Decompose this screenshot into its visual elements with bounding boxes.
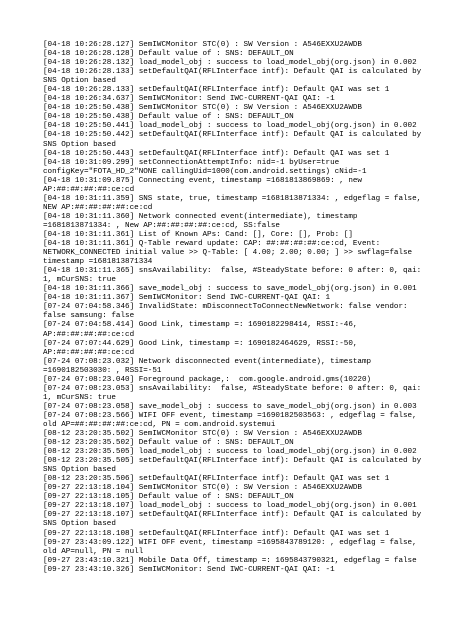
log-line: [04-18 10:26:34.637] SemIWCMonitor: Send IWC-CURRENT-QAI QAI: -1 (43, 95, 335, 104)
log-line: [08-12 23:20:35.502] SemIWCMonitor STC(0) : SW Version : A546EXXU2AWDB (43, 430, 362, 439)
log-line: [08-12 23:20:35.502] Default value of : SNS: DEFAULT_ON (43, 439, 294, 448)
log-line: [09-27 22:13:18.104] SemIWCMonitor STC(0) : SW Version : A546EXXU2AWDB (43, 484, 362, 493)
log-line: configKey="FOTA_HD_2"NONE callingUid=1000(com.android.settings) cNid=-1 (43, 167, 367, 176)
log-line: [04-18 10:31:09.299] setConnectionAttemptInfo: nid=-1 byUser=true (43, 158, 340, 167)
log-line: [08-12 23:20:35.506] setDefaultQAI(RFLInterface intf): Default QAI was set 1 (43, 475, 390, 484)
log-line: [07-24 07:08:23.040] Foreground package,: com.google.android.gms(10220) (43, 375, 372, 384)
log-line: =1690182503030: , RSSI=-51 (43, 366, 162, 375)
log-line: old AP=null, PN = null (43, 547, 144, 556)
log-line: [08-12 23:20:35.505] load_model_obj : success to load_model_obj(org.json) in 0.002 (43, 448, 417, 457)
log-line: [08-12 23:20:35.505] setDefaultQAI(RFLInterface intf): Default QAI is calculated by (43, 457, 422, 466)
log-line: NETWORK_CONNECTED initial value >> Q-Table: [ 4.00; 2.00; 0.00; ] >> swflag=false (43, 249, 413, 258)
log-line: [07-24 07:04:58.414] Good Link, timestamp =: 1690182298414, RSSI:-46, (43, 321, 358, 330)
log-line: [04-18 10:25:50.442] setDefaultQAI(RFLInterface intf): Default QAI is calculated by (43, 131, 422, 140)
log-line: 1, mCurSNS: true (43, 393, 116, 402)
log-line: [04-18 10:25:50.443] setDefaultQAI(RFLInterface intf): Default QAI was set 1 (43, 149, 390, 158)
log-line: [07-24 07:08:23.032] Network disconnected event(intermediate), timestamp (43, 357, 372, 366)
log-line: [04-18 10:25:50.438] Default value of : SNS: DEFAULT_ON (43, 113, 294, 122)
log-line: [09-27 22:13:18.105] Default value of : SNS: DEFAULT_ON (43, 493, 294, 502)
log-line: AP:##:##:##:##:ce:cd (43, 348, 135, 357)
log-line: AP:##:##:##:##:ce:cd (43, 185, 135, 194)
log-line: [07-24 07:08:23.058] save_model_obj : success to save_model_obj(org.json) in 0.003 (43, 402, 417, 411)
log-line: SNS Option based (43, 140, 116, 149)
log-line: SNS Option based (43, 77, 116, 86)
log-line: [04-18 10:31:11.361] List of Known APs: Cand: [], Core: [], Prob: [] (43, 230, 353, 239)
log-line: [04-18 10:31:11.365] snsAvailability: false, #SteadyState before: 0 after: 0, qai: (43, 267, 422, 276)
log-line: [07-24 07:08:23.566] WIFI OFF event, timestamp =1690182503563: , edgeflag = false, (43, 411, 417, 420)
log-line: old AP=##:##:##:##:ce:cd, PN = com.android.systemui (43, 420, 276, 429)
log-line: SNS Option based (43, 520, 116, 529)
log-line: [09-27 22:13:18.107] load_model_obj : success to load_model_obj(org.json) in 0.001 (43, 502, 417, 511)
log-line: AP:##:##:##:##:ce:cd (43, 330, 135, 339)
log-line: [04-18 10:31:11.359] SNS state, true, timestamp =1681813871334: , edgeflag = false, (43, 194, 422, 203)
log-line: [04-18 10:31:11.367] SemIWCMonitor: Send IWC-CURRENT-QAI QAI: 1 (43, 294, 331, 303)
log-line: [09-27 22:13:18.107] setDefaultQAI(RFLInterface intf): Default QAI is calculated by (43, 511, 422, 520)
log-line: [04-18 10:25:50.441] load_model_obj : success to load_model_obj(org.json) in 0.002 (43, 122, 417, 131)
log-line: [09-27 23:43:10.321] Mobile Data Off, timestamp =: 1695843790321, edgeflag = false (43, 556, 417, 565)
log-line: SNS Option based (43, 466, 116, 475)
log-line: [04-18 10:26:28.128] Default value of : SNS: DEFAULT_ON (43, 50, 294, 59)
log-line: NEW AP:##:##:##:##:ce:cd (43, 203, 153, 212)
log-line: 1, mCurSNS: true (43, 276, 116, 285)
log-line: [04-18 10:31:11.360] Network connected event(intermediate), timestamp (43, 212, 358, 221)
log-line: [04-18 10:31:11.366] save_model_obj : success to save_model_obj(org.json) in 0.001 (43, 285, 417, 294)
log-line: [09-27 23:43:10.326] SemIWCMonitor: Send IWC-CURRENT-QAI QAI: -1 (43, 565, 335, 574)
log-line: [07-24 07:07:44.629] Good Link, timestamp =: 1690182464629, RSSI:-50, (43, 339, 358, 348)
log-line: [04-18 10:26:28.127] SemIWCMonitor STC(0) : SW Version : A546EXXU2AWDB (43, 41, 362, 49)
log-line: [04-18 10:31:11.361] Q-Table reward update: CAP: ##:##:##:##:ce:cd, Event: (43, 240, 381, 249)
log-line: [04-18 10:26:28.133] setDefaultQAI(RFLInterface intf): Default QAI was set 1 (43, 86, 390, 95)
log-line: [09-27 23:43:09.122] WIFI OFF event, timestamp =1695843789120: , edgeflag = false, (43, 538, 417, 547)
log-line: [07-24 07:04:58.346] InvalidState: mDisconnectToConnectNewNetwork: false vendor: (43, 303, 408, 312)
log-line: [04-18 10:26:28.133] setDefaultQAI(RFLInterface intf): Default QAI is calculated by (43, 68, 422, 77)
log-line: timestamp =1681813871334 (43, 258, 153, 267)
log-line: false samsung: false (43, 312, 135, 321)
log-line: [04-18 10:26:28.132] load_model_obj : success to load_model_obj(org.json) in 0.002 (43, 59, 417, 68)
log-line: [04-18 10:25:50.438] SemIWCMonitor STC(0) : SW Version : A546EXXU2AWDB (43, 104, 362, 113)
log-line: [04-18 10:31:09.875] Connecting event, timestamp =1681813869869: , new (43, 176, 362, 185)
log-line: [07-24 07:08:23.053] snsAvailability: false, #SteadyState before: 0 after: 0, qai: (43, 384, 422, 393)
log-line: =1681813871334: , New AP:##:##:##:##:ce:cd, SS:false (43, 221, 280, 230)
log-line: [09-27 22:13:18.108] setDefaultQAI(RFLInterface intf): Default QAI was set 1 (43, 529, 390, 538)
